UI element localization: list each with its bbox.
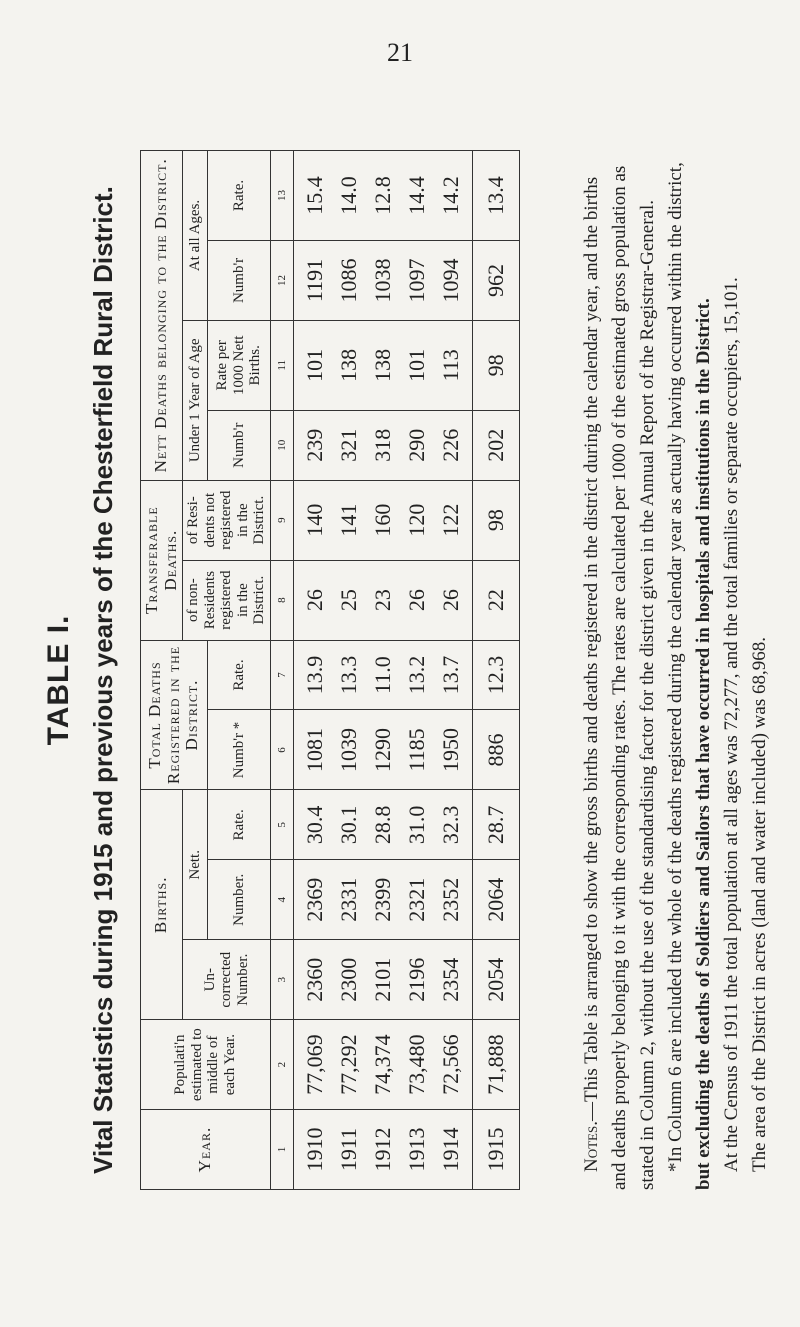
cell-uncorrected: 2054 bbox=[472, 940, 519, 1020]
header-births-number: Number. bbox=[208, 860, 271, 940]
cell-infant-rate: 98 bbox=[472, 320, 519, 410]
header-all-rate: Rate. bbox=[208, 151, 271, 241]
cell-nett-number: 2064 bbox=[472, 860, 519, 940]
header-infant-number: Numb'r bbox=[208, 410, 271, 480]
cell-year: 1910 1911 1912 1913 1914 bbox=[293, 1110, 472, 1190]
cell-deaths-rate: 13.9 13.3 11.0 13.2 13.7 bbox=[293, 640, 472, 710]
col-num: 5 bbox=[270, 790, 293, 860]
col-num: 13 bbox=[270, 151, 293, 241]
header-births-rate: Rate. bbox=[208, 790, 271, 860]
col-num: 4 bbox=[270, 860, 293, 940]
cell-population: 71,888 bbox=[472, 1020, 519, 1110]
header-all-ages: At all Ages. bbox=[183, 151, 208, 321]
header-infant-rate: Rate per 1000 Nett Births. bbox=[208, 320, 271, 410]
header-year: Year. bbox=[141, 1110, 271, 1190]
header-nett-deaths: Nett Deaths belonging to the District. bbox=[141, 151, 183, 481]
col-num: 1 bbox=[270, 1110, 293, 1190]
header-residents-not: of Resi-dents not registered in the District. bbox=[183, 480, 271, 560]
cell-nett-rate: 28.7 bbox=[472, 790, 519, 860]
header-deaths-number: Numb'r * bbox=[208, 710, 271, 790]
cell-deaths-number: 886 bbox=[472, 710, 519, 790]
header-births: Births. bbox=[141, 790, 183, 1020]
notes-label: Notes. bbox=[581, 1121, 602, 1172]
cell-non-residents: 22 bbox=[472, 560, 519, 640]
col-num: 8 bbox=[270, 560, 293, 640]
cell-all-rate: 15.4 14.0 12.8 14.4 14.2 bbox=[293, 151, 472, 241]
header-nett: Nett. bbox=[183, 790, 208, 940]
header-total-deaths: Total Deaths Registered in the District. bbox=[141, 640, 208, 790]
note-column-6 bbox=[662, 150, 718, 1190]
page-number: 21 bbox=[387, 38, 413, 67]
cell-infant-rate: 101 138 138 101 113 bbox=[293, 320, 472, 410]
note-census: At the Census of 1911 the total population at all ages was 72,277, and the total families or separate occupiers, 15,101. bbox=[721, 277, 742, 1172]
cell-all-number: 1191 1086 1038 1097 1094 bbox=[293, 240, 472, 320]
col-num: 2 bbox=[270, 1020, 293, 1110]
cell-residents-not: 98 bbox=[472, 480, 519, 560]
cell-infant-number: 239 321 318 290 226 bbox=[293, 410, 472, 480]
note-area: The area of the District in acres (land and water included) was 68,968. bbox=[749, 637, 770, 1172]
table-notes bbox=[578, 150, 774, 1190]
cell-population: 77,069 77,292 74,374 73,480 72,566 bbox=[293, 1020, 472, 1110]
note-arrangement-text: —This Table is arranged to show the gross births and deaths registered in the district during the calendar year, and the births and deaths properly belonging to it with the corresponding rates. The rates are calculated per 1000 of the estimated gross population as stated in Column 2, without the use of the standardising factor for the district given in the Annual Report of the Registrar-General. bbox=[581, 165, 658, 1190]
cell-all-number: 962 bbox=[472, 240, 519, 320]
cell-all-rate: 13.4 bbox=[472, 151, 519, 241]
header-transferable: Transferable Deaths. bbox=[141, 480, 183, 640]
cell-residents-not: 140 141 160 120 122 bbox=[293, 480, 472, 560]
table-title: TABLE I. bbox=[42, 614, 75, 746]
note-column-6-text: *In Column 6 are included the whole of the deaths registered during the calendar year as actually having occurred within the district, bbox=[665, 162, 686, 1172]
note-column-6-bold: but excluding the deaths of Soldiers and Sailors that have occurred in hospitals and institutions in the District. bbox=[693, 298, 714, 1190]
vital-statistics-table bbox=[140, 150, 520, 1190]
cell-nett-number: 2369 2331 2399 2321 2352 bbox=[293, 860, 472, 940]
col-num: 10 bbox=[270, 410, 293, 480]
header-non-residents: of non-Residents registered in the District. bbox=[183, 560, 271, 640]
cell-infant-number: 202 bbox=[472, 410, 519, 480]
table-row-1915 bbox=[472, 151, 519, 1190]
cell-uncorrected: 2360 2300 2101 2196 2354 bbox=[293, 940, 472, 1020]
col-num: 7 bbox=[270, 640, 293, 710]
col-num: 9 bbox=[270, 480, 293, 560]
header-deaths-rate: Rate. bbox=[208, 640, 271, 710]
header-population: Populati'n estimated to middle of each Year. bbox=[141, 1020, 271, 1110]
cell-non-residents: 26 25 23 26 26 bbox=[293, 560, 472, 640]
cell-deaths-rate: 12.3 bbox=[472, 640, 519, 710]
cell-nett-rate: 30.4 30.1 28.8 31.0 32.3 bbox=[293, 790, 472, 860]
table-row-data bbox=[293, 151, 472, 1190]
header-under-1: Under 1 Year of Age bbox=[183, 320, 208, 480]
header-uncorrected: Un-corrected Number. bbox=[183, 940, 271, 1020]
header-all-number: Numb'r bbox=[208, 240, 271, 320]
col-num: 3 bbox=[270, 940, 293, 1020]
col-num: 12 bbox=[270, 240, 293, 320]
rotated-page bbox=[0, 70, 800, 1290]
col-num: 6 bbox=[270, 710, 293, 790]
cell-year: 1915 bbox=[472, 1110, 519, 1190]
col-num: 11 bbox=[270, 320, 293, 410]
table-subtitle: Vital Statistics during 1915 and previous years of the Chesterfield Rural District. bbox=[88, 186, 118, 1174]
note-arrangement bbox=[578, 150, 662, 1190]
cell-deaths-number: 1081 1039 1290 1185 1950 bbox=[293, 710, 472, 790]
